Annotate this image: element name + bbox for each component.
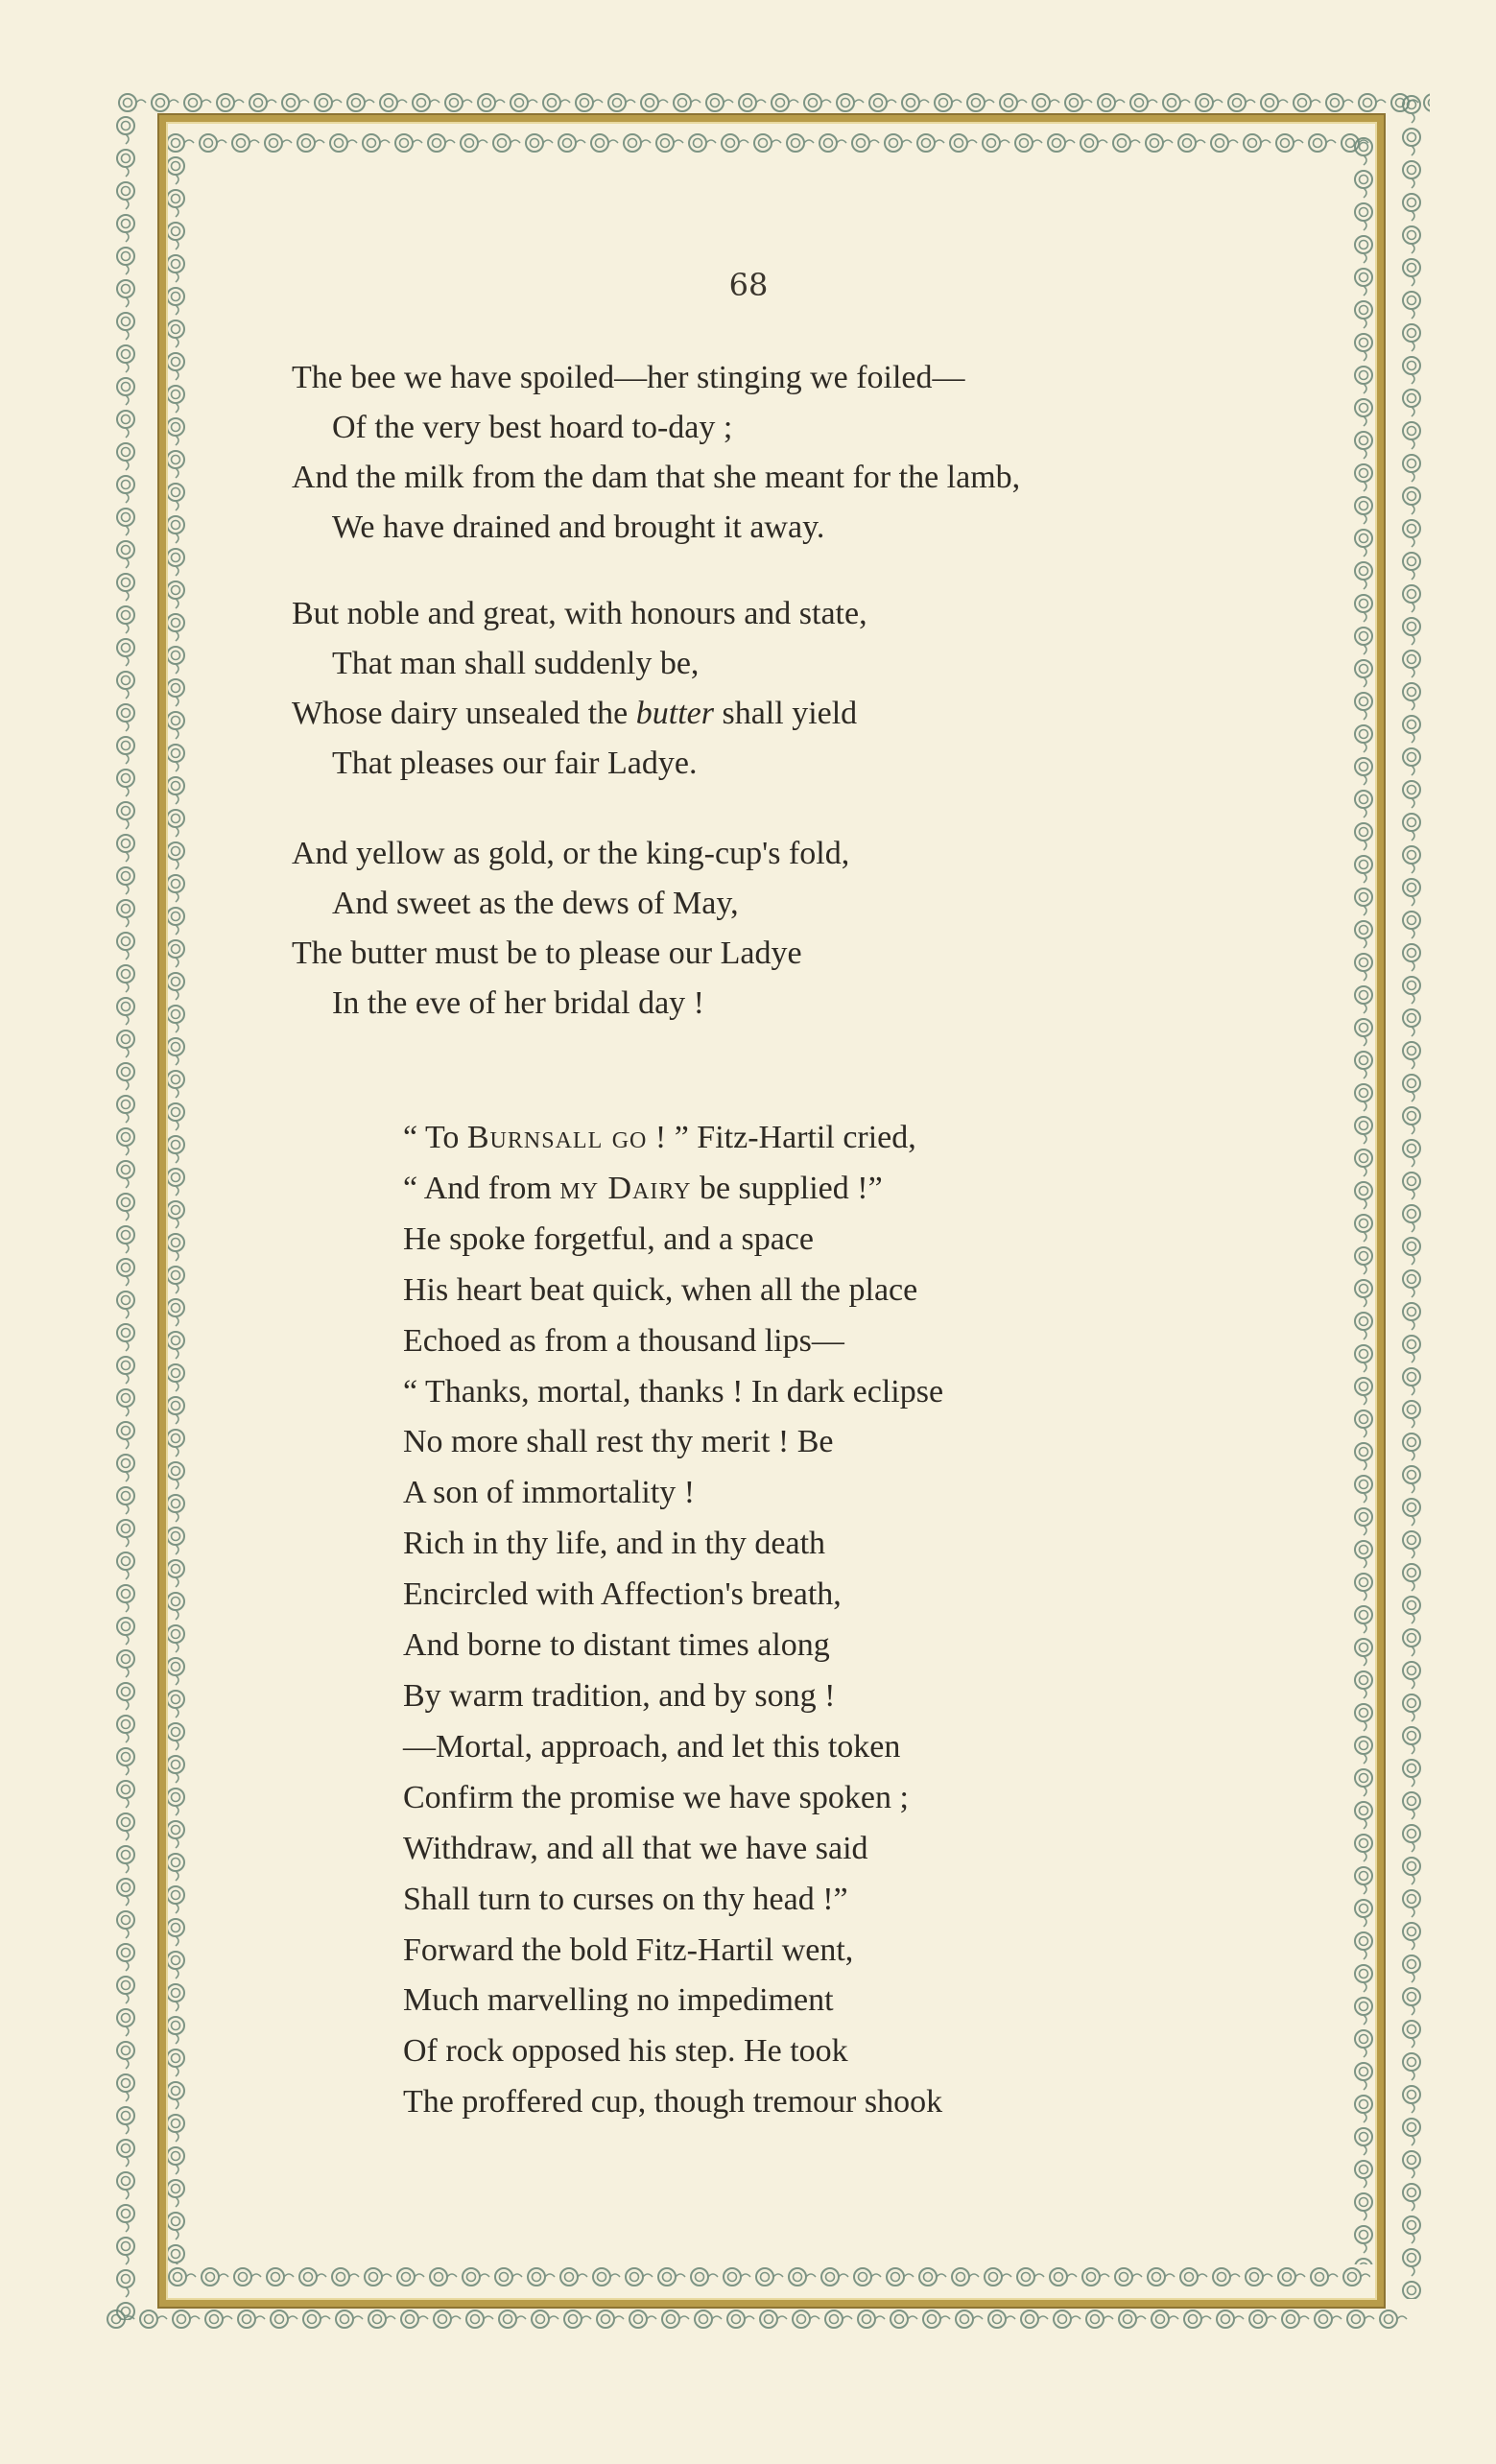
narrative-text: be supplied !” xyxy=(691,1170,883,1206)
verse-line: The butter must be to please our Ladye xyxy=(292,936,802,971)
narrative-line: —Mortal, approach, and let this token xyxy=(403,1728,901,1765)
narrative-line: Shall turn to curses on thy head !” xyxy=(403,1881,848,1917)
verse-line: We have drained and brought it away. xyxy=(332,509,825,545)
ornament-border-bottom xyxy=(104,2307,1409,2332)
narrative-line: Encircled with Affection's breath, xyxy=(403,1576,842,1613)
verse-line: The bee we have spoiled—her stinging we foiled— xyxy=(292,360,965,395)
narrative-line: Forward the bold Fitz-Hartil went, xyxy=(403,1931,854,1968)
narrative-line: A son of immortality ! xyxy=(403,1475,696,1511)
narrative-line: Confirm the promise we have spoken ; xyxy=(403,1779,909,1815)
narrative-line: Rich in thy life, and in thy death xyxy=(403,1526,826,1562)
verse-line: And the milk from the dam that she meant for the lamb, xyxy=(292,460,1021,495)
verse-line: Of the very best hoard to-day ; xyxy=(332,410,733,445)
page-number: 68 xyxy=(728,267,769,303)
ornament-border-left xyxy=(113,113,138,2320)
verse-line xyxy=(292,689,1251,739)
narrative-line: The proffered cup, though tremour shook xyxy=(403,2084,943,2120)
narrative-line: Echoed as from a thousand lips— xyxy=(403,1322,844,1359)
narrative-line: No more shall rest thy merit ! Be xyxy=(403,1424,834,1460)
stanza-1 xyxy=(292,353,1251,553)
narrative-line: “ Thanks, mortal, thanks ! In dark eclipse xyxy=(403,1373,944,1410)
narrative-line xyxy=(403,1164,1267,1215)
small-caps-dairy: my Dairy xyxy=(559,1170,692,1206)
narrative-line xyxy=(403,1113,1267,1164)
verse-text: Whose dairy unsealed the xyxy=(292,696,636,731)
verse-line: That pleases our fair Ladye. xyxy=(332,746,698,781)
verse-text: shall yield xyxy=(713,696,858,731)
narrative-line: Withdraw, and all that we have said xyxy=(403,1830,868,1866)
verse-line: But noble and great, with honours and state, xyxy=(292,596,867,631)
verse-line: In the eve of her bridal day ! xyxy=(332,985,704,1021)
narrative-line: He spoke forgetful, and a space xyxy=(403,1220,814,1257)
stanza-2 xyxy=(292,589,1251,789)
stanza-3 xyxy=(292,829,1251,1029)
quote-open: “ And from xyxy=(403,1170,560,1206)
quote-open: “ To xyxy=(403,1120,467,1155)
verse-line: And yellow as gold, or the king-cup's fold, xyxy=(292,836,850,871)
narrative-line: And borne to distant times along xyxy=(403,1627,830,1664)
small-caps-burnsall: Burnsall go xyxy=(466,1120,648,1155)
narrative-line: Of rock opposed his step. He took xyxy=(403,2033,848,2070)
narrative-text: ! ” Fitz-Hartil cried, xyxy=(647,1120,916,1155)
narrative-line: Much marvelling no impediment xyxy=(403,1982,834,2019)
narrative-verse xyxy=(403,1113,1267,2128)
narrative-line: By warm tradition, and by song ! xyxy=(403,1677,836,1714)
ornament-border-top xyxy=(115,90,1430,115)
narrative-line: His heart beat quick, when all the place xyxy=(403,1271,918,1308)
verse-line: That man shall suddenly be, xyxy=(332,646,700,681)
emphasis-butter: butter xyxy=(635,696,714,731)
ornament-border-right xyxy=(1399,92,1424,2299)
verse-line: And sweet as the dews of May, xyxy=(332,886,739,921)
